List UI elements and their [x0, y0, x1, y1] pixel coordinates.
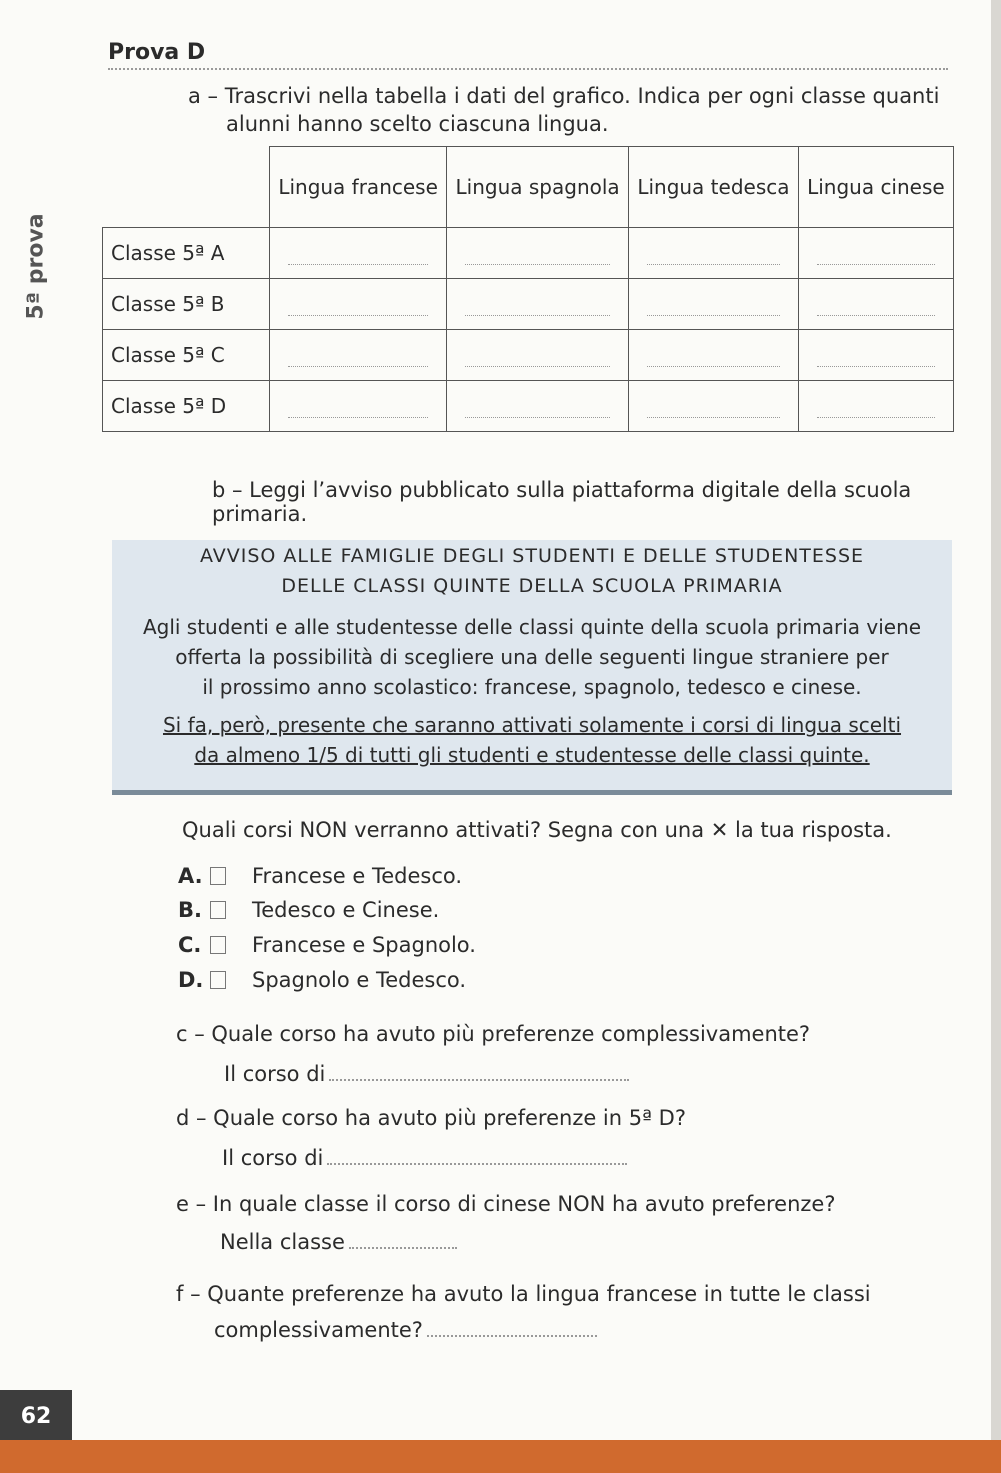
- notice-title-1: AVVISO ALLE FAMIGLIE DEGLI STUDENTI E DELLE STUDENTESSE: [199, 545, 865, 567]
- option-c: [178, 933, 476, 957]
- answer-c-label: Il corso di: [224, 1062, 326, 1086]
- notice-body: [112, 612, 952, 702]
- side-tab-label: 5ª prova: [23, 212, 49, 320]
- row-label: Classe 5ª D: [103, 381, 270, 432]
- answer-cell[interactable]: [798, 279, 953, 330]
- checkbox[interactable]: [210, 867, 226, 885]
- answer-e-label: Nella classe: [220, 1230, 345, 1254]
- answer-f: [214, 1318, 597, 1342]
- answer-cell[interactable]: [270, 228, 447, 279]
- page-number: 62: [0, 1390, 72, 1442]
- answer-cell[interactable]: [798, 228, 953, 279]
- table-row: [103, 228, 954, 279]
- table-row: [103, 381, 954, 432]
- title-dotted-line: [108, 68, 948, 70]
- option-b: [178, 898, 439, 922]
- answer-d: [222, 1146, 627, 1170]
- header-cinese: Lingua cinese: [798, 147, 953, 228]
- question-f: f – Quante preferenze ha avuto la lingua francese in tutte le classi: [176, 1282, 871, 1306]
- language-table: [102, 146, 954, 432]
- header-francese: Lingua francese: [270, 147, 447, 228]
- answer-c-line[interactable]: [329, 1079, 629, 1081]
- option-letter: B.: [178, 898, 202, 922]
- notice-body-line-2: offerta la possibilità di scegliere una delle seguenti lingue straniere per: [175, 645, 889, 669]
- question-b: b – Leggi l’avviso pubblicato sulla piattaforma digitale della scuola primaria.: [212, 478, 912, 526]
- question-d: d – Quale corso ha avuto più preferenze in 5ª D?: [176, 1106, 686, 1130]
- option-text: Francese e Tedesco.: [252, 864, 463, 888]
- answer-cell[interactable]: [629, 228, 799, 279]
- option-a: [178, 864, 462, 888]
- question-prompt: Quali corsi NON verranno attivati? Segna con una ✕ la tua risposta.: [182, 818, 892, 842]
- answer-d-label: Il corso di: [222, 1146, 324, 1170]
- answer-d-line[interactable]: [327, 1163, 627, 1165]
- table-row: [103, 279, 954, 330]
- option-letter: A.: [178, 864, 203, 888]
- footer-strip: [0, 1440, 1001, 1473]
- row-label: Classe 5ª C: [103, 330, 270, 381]
- answer-cell[interactable]: [629, 381, 799, 432]
- table-header-row: [103, 147, 954, 228]
- notice-title-2: DELLE CLASSI QUINTE DELLA SCUOLA PRIMARIA: [281, 575, 783, 597]
- notice-body-line-1: Agli studenti e alle studentesse delle classi quinte della scuola primaria viene: [142, 615, 922, 639]
- option-letter: D.: [178, 968, 204, 992]
- header-tedesca: Lingua tedesca: [629, 147, 799, 228]
- answer-cell[interactable]: [447, 279, 629, 330]
- answer-cell[interactable]: [447, 228, 629, 279]
- page-title: Prova D: [108, 40, 206, 65]
- table-corner: [103, 147, 270, 228]
- question-c: c – Quale corso ha avuto più preferenze complessivamente?: [176, 1022, 811, 1046]
- notice-body-line-3: il prossimo anno scolastico: francese, spagnolo, tedesco e cinese.: [202, 675, 862, 699]
- answer-cell[interactable]: [629, 330, 799, 381]
- answer-cell[interactable]: [270, 330, 447, 381]
- page-edge: [991, 0, 1001, 1473]
- answer-c: [224, 1062, 629, 1086]
- question-a: a – Trascrivi nella tabella i dati del grafico. Indica per ogni classe quanti: [188, 84, 940, 108]
- checkbox[interactable]: [210, 971, 226, 989]
- answer-cell[interactable]: [798, 381, 953, 432]
- option-text: Francese e Spagnolo.: [252, 933, 476, 957]
- side-tab: [18, 212, 54, 320]
- answer-cell[interactable]: [447, 381, 629, 432]
- answer-cell[interactable]: [798, 330, 953, 381]
- row-label: Classe 5ª B: [103, 279, 270, 330]
- option-letter: C.: [178, 933, 202, 957]
- notice-note: [112, 710, 952, 770]
- option-text: Tedesco e Cinese.: [252, 898, 440, 922]
- checkbox[interactable]: [210, 901, 226, 919]
- answer-f-label: complessivamente?: [214, 1318, 423, 1342]
- header-spagnola: Lingua spagnola: [447, 147, 629, 228]
- checkbox[interactable]: [210, 936, 226, 954]
- notice-note-line-2: da almeno 1/5 di tutti gli studenti e studentesse delle classi quinte.: [194, 743, 870, 767]
- answer-cell[interactable]: [270, 381, 447, 432]
- option-d: [178, 968, 466, 992]
- table-row: [103, 330, 954, 381]
- question-e: e – In quale classe il corso di cinese NON ha avuto preferenze?: [176, 1192, 836, 1216]
- question-a-continued: alunni hanno scelto ciascuna lingua.: [226, 112, 609, 136]
- notice-note-line-1: Si fa, però, presente che saranno attivati solamente i corsi di lingua scelti: [162, 713, 902, 737]
- notice-box: [112, 540, 952, 795]
- answer-cell[interactable]: [270, 279, 447, 330]
- answer-f-line[interactable]: [427, 1335, 597, 1337]
- answer-cell[interactable]: [447, 330, 629, 381]
- answer-e: [220, 1230, 457, 1254]
- answer-cell[interactable]: [629, 279, 799, 330]
- row-label: Classe 5ª A: [103, 228, 270, 279]
- option-text: Spagnolo e Tedesco.: [252, 968, 467, 992]
- answer-e-line[interactable]: [349, 1247, 457, 1249]
